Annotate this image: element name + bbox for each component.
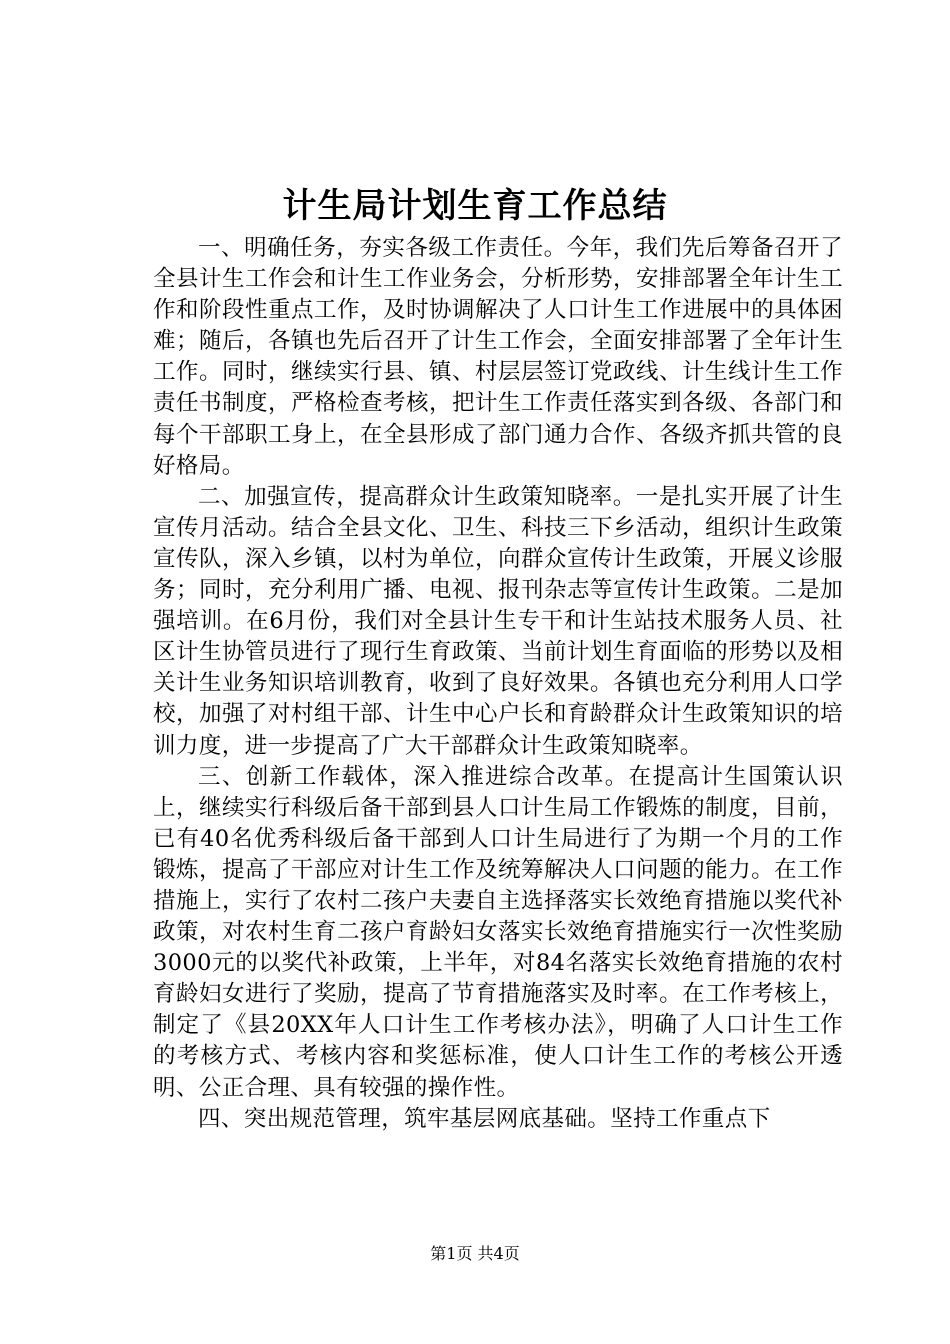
paragraph-1: 一、明确任务，夯实各级工作责任。今年，我们先后筹备召开了全县计生工作会和计生工作业务会，分析形势，安排部署全年计生工作和阶段性重点工作，及时协调解决了人口计生工作进展中的具体困难；随后，各镇也先后召开了计生工作会，全面安排部署了全年计生工作。同时，继续实行县、镇、村层层签订党政线、计生线计生工作责任书制度，严格检查考核，把计生工作责任落实到各级、各部门和每个干部职工身上，在全县形成了部门通力合作、各级齐抓共管的良好格局。: [153, 235, 843, 479]
document-body: [153, 233, 843, 1135]
paragraph-3: 三、创新工作载体，深入推进综合改革。在提高计生国策认识上，继续实行科级后备干部到县人口计生局工作锻炼的制度，目前，已有40名优秀科级后备干部到人口计生局进行了为期一个月的工作锻炼，提高了干部应对计生工作及统筹解决人口问题的能力。在工作措施上，实行了农村二孩户夫妻自主选择落实长效绝育措施以奖代补政策，对农村生育二孩户育龄妇女落实长效绝育措施实行一次性奖励3000元的以奖代补政策，上半年，对84名落实长效绝育措施的农村育龄妇女进行了奖励，提高了节育措施落实及时率。在工作考核上，制定了《县20XX年人口计生工作考核办法》，明确了人口计生工作的考核方式、考核内容和奖惩标准，使人口计生工作的考核公开透明、公正合理、具有较强的操作性。: [153, 763, 843, 1101]
paragraph-4: 四、突出规范管理，筑牢基层网底基础。坚持工作重点下: [198, 1105, 771, 1132]
page-number-footer: 第1页 共4页: [430, 1244, 520, 1263]
paragraph-2: 二、加强宣传，提高群众计生政策知晓率。一是扎实开展了计生宣传月活动。结合全县文化、卫生、科技三下乡活动，组织计生政策宣传队，深入乡镇，以村为单位，向群众宣传计生政策，开展义诊服务；同时，充分利用广播、电视、报刊杂志等宣传计生政策。二是加强培训。在6月份，我们对全县计生专干和计生站技术服务人员、社区计生协管员进行了现行生育政策、当前计划生育面临的形势以及相关计生业务知识培训教育，收到了良好效果。各镇也充分利用人口学校，加强了对村组干部、计生中心户长和育龄群众计生政策知识的培训力度，进一步提高了广大干部群众计生政策知晓率。: [153, 483, 843, 759]
document-title: 计生局计划生育工作总结: [282, 186, 668, 226]
